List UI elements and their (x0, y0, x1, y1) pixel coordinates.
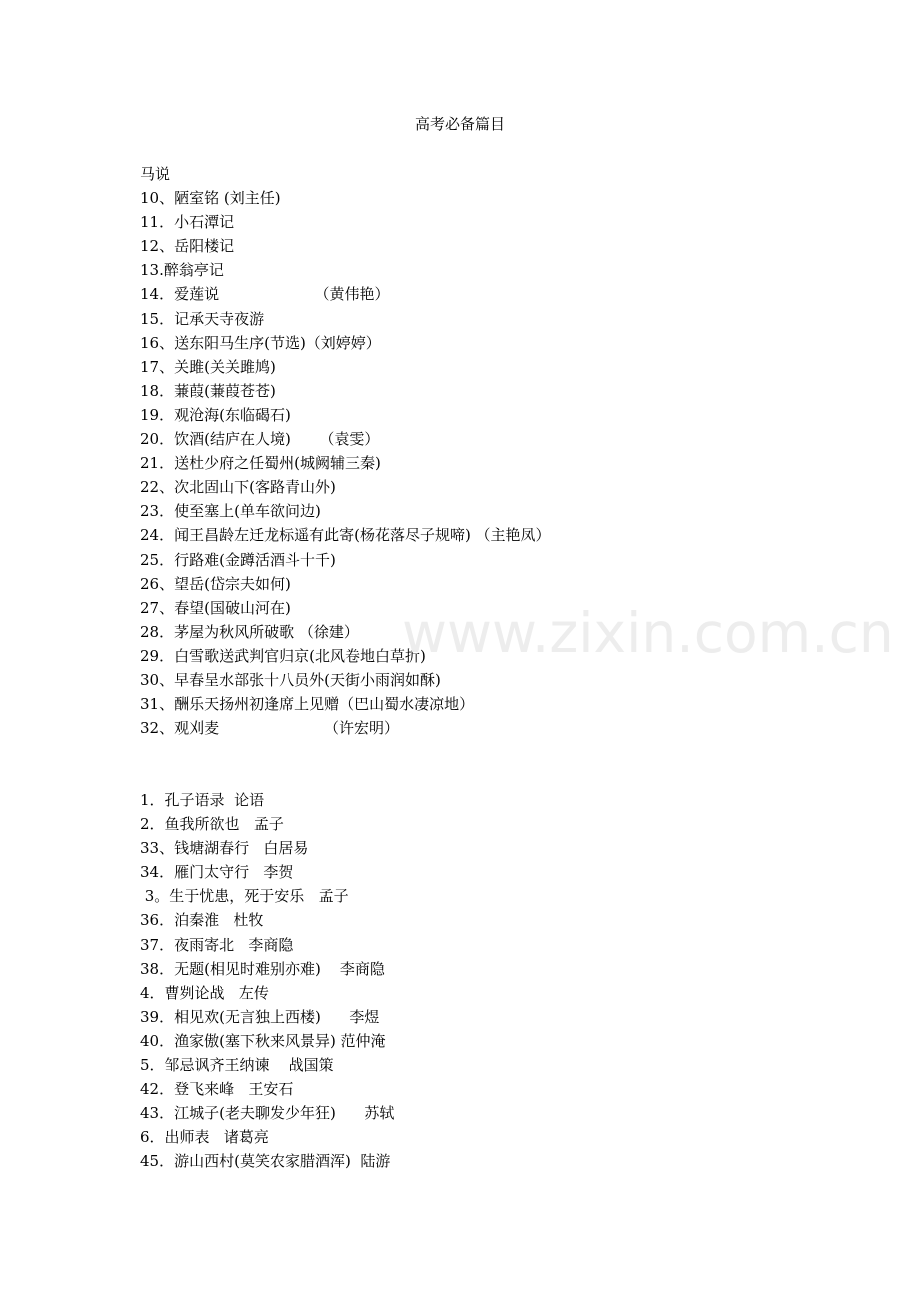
list-item: 22、次北固山下(客路青山外) (140, 478, 336, 497)
list-item: 25．行路难(金蹲活酒斗十千) (140, 550, 336, 569)
list-item: 39．相见欢(无言独上西楼) 李煜 (140, 1007, 380, 1026)
list-item: 37．夜雨寄北 李商隐 (140, 935, 294, 954)
list-item: 15．记承天寺夜游 (140, 309, 265, 328)
list-item: 30、早春呈水部张十八员外(天街小雨润如酥) (140, 670, 441, 689)
list-item: 33、钱塘湖春行 白居易 (140, 839, 309, 858)
list-item: 36．泊秦淮 杜牧 (140, 911, 264, 930)
list-item: 34．雁门太守行 李贺 (140, 863, 294, 882)
list-item: 38．无题(相见时难别亦难) 李商隐 (140, 959, 385, 978)
list-item: 31、酬乐天扬州初逢席上见赠（巴山蜀水凄凉地） (140, 695, 475, 714)
list-item: 16、送东阳马生序(节选)（刘婷婷） (140, 333, 381, 352)
list-item: 1．孔子语录 论语 (140, 791, 265, 809)
required-texts-list-part-two (140, 788, 840, 1174)
list-item: 17、关雎(关关雎鸠) (140, 357, 276, 376)
list-item: 6．出师表 诸葛亮 (140, 1128, 269, 1147)
list-item: 3。生于忧患，死于安乐 孟子 (140, 887, 349, 906)
list-item: 20．饮酒(结庐在人境) （袁雯） (140, 430, 380, 449)
list-item: 18．蒹葭(蒹葭苍苍) (140, 381, 276, 400)
list-item: 11．小石潭记 (140, 213, 235, 232)
page-title: 高考必备篇目 (414, 115, 505, 133)
list-item: 28．茅屋为秋风所破歌 （徐建） (140, 622, 359, 641)
list-item: 14．爱莲说 （黄伟艳） (140, 285, 390, 304)
list-item: 5．邹忌讽齐王纳谏 战国策 (140, 1056, 334, 1075)
list-item: 43．江城子(老夫聊发少年狂) 苏轼 (140, 1104, 395, 1123)
list-item: 26、望岳(岱宗夫如何) (140, 574, 291, 593)
list-item: 40．渔家傲(塞下秋来风景异) 范仲淹 (140, 1031, 386, 1050)
list-item: 45．游山西村(莫笑农家腊酒浑) 陆游 (140, 1152, 391, 1171)
list-item: 马说 (140, 165, 171, 183)
list-item: 10、陋室铭 (刘主任) (140, 189, 281, 208)
list-item: 13.醉翁亭记 (140, 261, 224, 280)
list-item: 29．白雪歌送武判官归京(北风卷地白草折) (140, 646, 426, 665)
required-texts-list-part-one (140, 162, 840, 740)
list-item: 23．使至塞上(单车欲问边) (140, 502, 321, 521)
list-item: 32、观刈麦 （许宏明） (140, 719, 399, 738)
list-item: 21．送杜少府之任蜀州(城阙辅三秦) (140, 454, 381, 473)
list-item: 4．曹刿论战 左传 (140, 983, 269, 1002)
watermark: www.zixin.com.cn (402, 601, 894, 665)
list-item: 2．鱼我所欲也 孟子 (140, 815, 284, 834)
list-item: 12、岳阳楼记 (140, 237, 235, 256)
list-item: 24．闻王昌龄左迁龙标遥有此寄(杨花落尽子规啼) （主艳凤） (140, 526, 551, 545)
list-item: 27、春望(国破山河在) (140, 598, 291, 617)
list-item: 19．观沧海(东临碣石) (140, 405, 291, 424)
list-item: 42．登飞来峰 王安石 (140, 1080, 294, 1099)
